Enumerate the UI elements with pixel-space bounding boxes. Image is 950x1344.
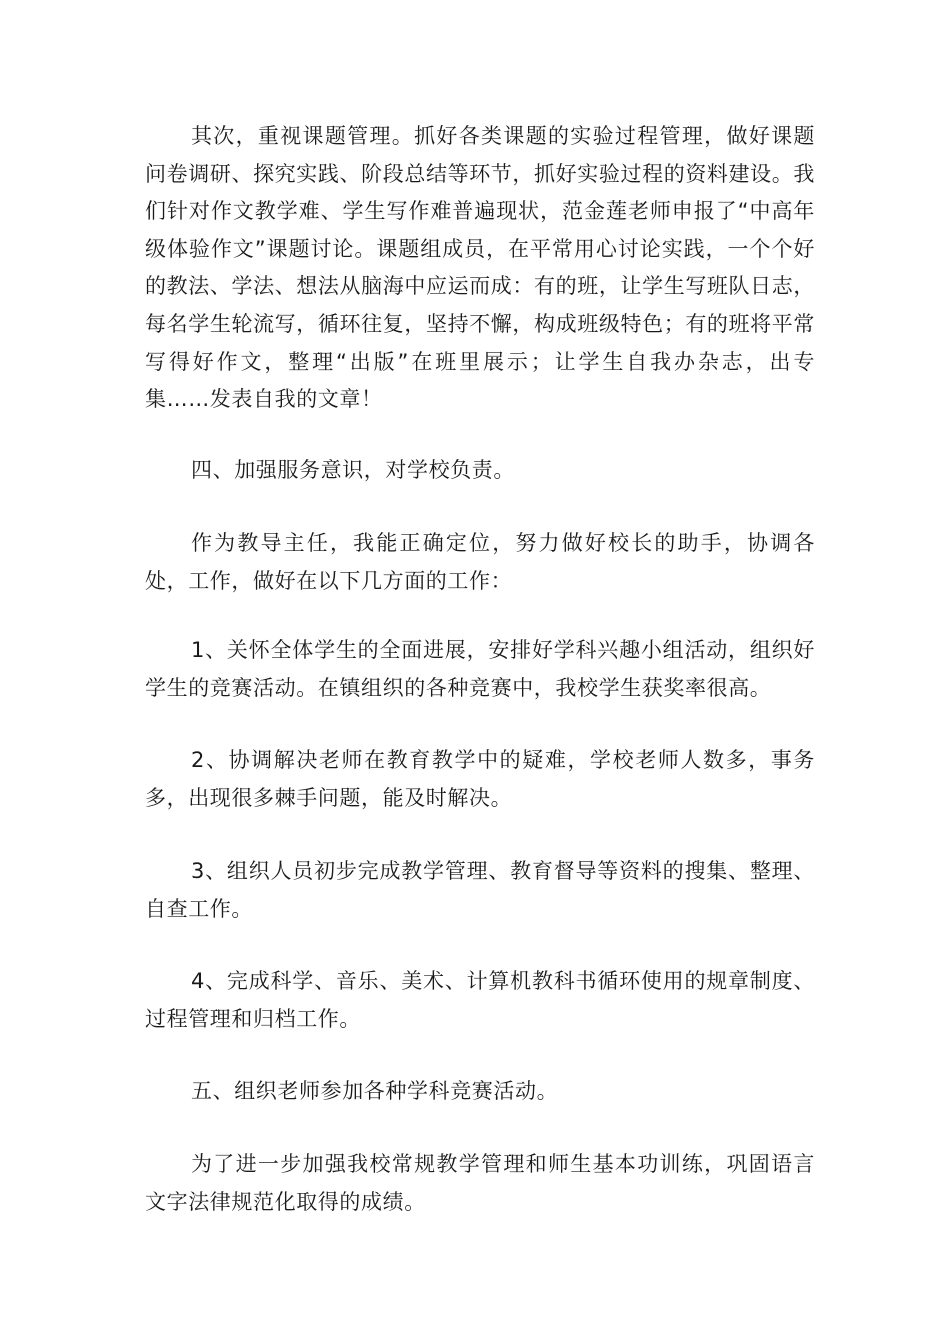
- list-item-1: 1、关怀全体学生的全面进展，安排好学科兴趣小组活动，组织好学生的竞赛活动。在镇组织的各种竞赛中，我校学生获奖率很高。: [145, 638, 815, 700]
- list-item-2: 2、协调解决老师在教育教学中的疑难，学校老师人数多，事务多，出现很多棘手问题，能及时解决。: [145, 748, 815, 810]
- heading-section-five: 五、组织老师参加各种学科竞赛活动。: [191, 1079, 559, 1103]
- paragraph-role-intro: 作为教导主任，我能正确定位，努力做好校长的助手，协调各处，工作，做好在以下几方面的工作：: [145, 531, 815, 593]
- paragraph-competition-intro: 为了进一步加强我校常规教学管理和师生基本功训练，巩固语言文字法律规范化取得的成绩。: [145, 1152, 815, 1214]
- heading-section-four: 四、加强服务意识，对学校负责。: [191, 458, 515, 482]
- list-item-4: 4、完成科学、音乐、美术、计算机教科书循环使用的规章制度、过程管理和归档工作。: [145, 969, 815, 1031]
- paragraph-topic-management: 其次，重视课题管理。抓好各类课题的实验过程管理，做好课题问卷调研、探究实践、阶段总结等环节，抓好实验过程的资料建设。我们针对作文教学难、学生写作难普遍现状，范金莲老师申报了“中高年级体验作文”课题讨论。课题组成员，在平常用心讨论实践，一个个好的教法、学法、想法从脑海中应运而成：有的班，让学生写班队日志，每名学生轮流写，循环往复，坚持不懈，构成班级特色；有的班将平常写得好作文，整理“出版”在班里展示；让学生自我办杂志，出专集……发表自我的文章！: [145, 124, 815, 412]
- list-item-3: 3、组织人员初步完成教学管理、教育督导等资料的搜集、整理、自查工作。: [145, 859, 815, 921]
